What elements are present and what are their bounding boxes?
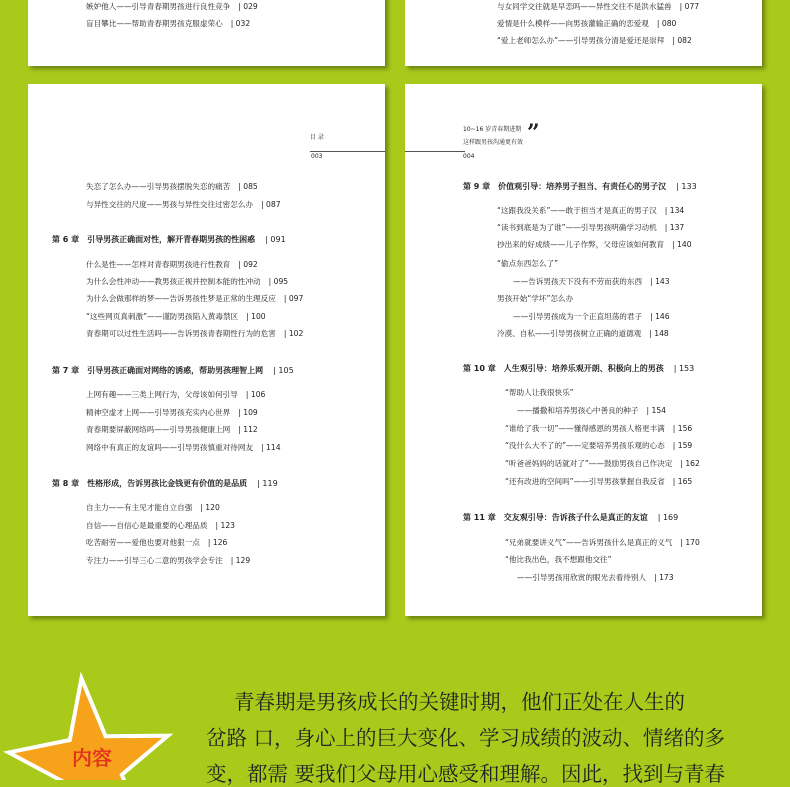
- intro-line: 变，都需 要我们父母用心感受和理解。因此，找到与青春: [206, 762, 726, 786]
- toc-entry: 自主力——有主见才能自立自强 | 120: [86, 503, 220, 512]
- toc-entry: 盲目攀比——帮助青春期男孩克服虚荣心 | 032: [86, 19, 251, 28]
- book-title-line2: 这样跟男孩沟通更有效: [463, 139, 524, 146]
- toc-entry: ——播撒和培养男孩心中善良的种子 | 154: [517, 406, 666, 415]
- toc-entry: 精神空虚才上网——引导男孩充实内心世界 | 109: [86, 408, 258, 417]
- intro-label: 内容: [72, 746, 112, 770]
- header-rule: [405, 151, 465, 152]
- toc-entry: “听爸爸妈妈的话就对了”——鼓励男孩自己作决定 | 162: [505, 459, 700, 468]
- toc-entry: 嫉妒他人——引导青春期男孩进行良性竞争 | 029: [86, 2, 258, 11]
- toc-entry: “偷点东西怎么了”: [497, 259, 559, 268]
- chapter-heading: 第 11 章 交友观引导：告诉孩子什么是真正的友谊 | 169: [463, 513, 679, 522]
- toc-entry: 男孩开始“学坏”怎么办: [497, 294, 574, 303]
- toc-entry: ——引导男孩成为一个正直坦荡的君子 | 146: [513, 312, 670, 321]
- toc-entry: 失恋了怎么办——引导男孩摆脱失恋的痛苦 | 085: [86, 182, 258, 191]
- toc-entry: 吃苦耐劳——爱他也要对他狠一点 | 126: [86, 538, 228, 547]
- toc-entry: 网络中有真正的友谊吗——引导男孩慎重对待网友 | 114: [86, 443, 281, 452]
- toc-entry: “爱上老师怎么办”——引导男孩分清是爱还是崇拜 | 082: [497, 36, 692, 45]
- chapter-heading: 第 9 章 价值观引导：培养男子担当、有责任心的男子汉 | 133: [463, 182, 697, 191]
- toc-entry: 上网有趣——三类上网行为，父母该如何引导 | 106: [86, 390, 266, 399]
- toc-page-top-right: [405, 0, 762, 66]
- toc-entry: 青春期可以过性生活吗——告诉男孩青春期性行为的危害 | 102: [86, 329, 304, 338]
- toc-entry: 为什么会做那样的梦——告诉男孩性梦是正常的生理反应 | 097: [86, 294, 304, 303]
- toc-entry: “这跟我没关系”——敢于担当才是真正的男子汉 | 134: [497, 206, 685, 215]
- intro-line: 岔路 口，身心上的巨大变化、学习成绩的波动、情绪的多: [206, 726, 726, 750]
- chapter-heading: 第 10 章 人生观引导：培养乐观开朗、积极向上的男孩 | 153: [463, 364, 695, 373]
- page-number: 003: [311, 153, 323, 160]
- toc-entry: “谁给了我一切”——懂得感恩的男孩人格更丰满 | 156: [505, 424, 693, 433]
- toc-entry: ——引导男孩用欣赏的眼光去看待别人 | 173: [517, 573, 674, 582]
- quote-mark-icon: ”: [527, 120, 540, 146]
- toc-entry: 爱情是什么模样——向男孩灌输正确的恋爱观 | 080: [497, 19, 677, 28]
- toc-entry: 冷漠、自私——引导男孩树立正确的道德观 | 148: [497, 329, 669, 338]
- chapter-heading: 第 7 章 引导男孩正确面对网络的诱惑，帮助男孩理智上网 | 105: [52, 366, 294, 375]
- toc-entry: “还有改进的空间吗”——引导男孩掌握自我反省 | 165: [505, 477, 693, 486]
- toc-entry: “读书到底是为了谁”——引导男孩明确学习动机 | 137: [497, 223, 685, 232]
- toc-entry: 自信——自信心是最重要的心理品质 | 123: [86, 521, 235, 530]
- toc-entry: 青春期要屏蔽网络吗——引导男孩健康上网 | 112: [86, 425, 258, 434]
- toc-entry: 与女同学交往就是早恋吗——异性交往不是洪水猛兽 | 077: [497, 2, 700, 11]
- toc-page-top-left: [28, 0, 385, 66]
- toc-page-left: [28, 84, 385, 616]
- toc-entry: “没什么大不了的”——定要培养男孩乐观的心态 | 159: [505, 441, 693, 450]
- toc-page-right: [405, 84, 762, 616]
- toc-entry: 专注力——引导三心二意的男孩学会专注 | 129: [86, 556, 251, 565]
- toc-entry: 为什么会性冲动——教男孩正视并控制本能的性冲动 | 095: [86, 277, 289, 286]
- intro-line: 青春期是男孩成长的关键时期，他们正处在人生的: [234, 690, 685, 714]
- header-rule: [310, 151, 385, 152]
- chapter-heading: 第 6 章 引导男孩正确面对性，解开青春期男孩的性困惑 | 091: [52, 235, 286, 244]
- toc-entry: “帮助人让我很快乐”: [505, 388, 574, 397]
- toc-entry: 与异性交往的尺度——男孩与异性交往过密怎么办 | 087: [86, 200, 281, 209]
- page-number: 004: [463, 153, 475, 160]
- toc-entry: “他比我出色，我不想跟他交往”: [505, 555, 612, 564]
- toc-entry: 什么是性——怎样对青春期男孩进行性教育 | 092: [86, 260, 258, 269]
- page-header-label: 目 录: [310, 134, 324, 141]
- toc-entry: 抄出来的好成绩——儿子作弊，父母应该如何教育 | 140: [497, 240, 692, 249]
- book-title-line1: 10~16 岁青春期进期: [463, 126, 522, 133]
- chapter-heading: 第 8 章 性格形成，告诉男孩比金钱更有价值的是品质 | 119: [52, 479, 278, 488]
- toc-entry: “兄弟就要讲义气”——告诉男孩什么是真正的义气 | 170: [505, 538, 700, 547]
- toc-entry: ——告诉男孩天下没有不劳而获的东西 | 143: [513, 277, 670, 286]
- toc-entry: “这些网页真刺激”——谨防男孩陷入黄毒禁区 | 100: [86, 312, 266, 321]
